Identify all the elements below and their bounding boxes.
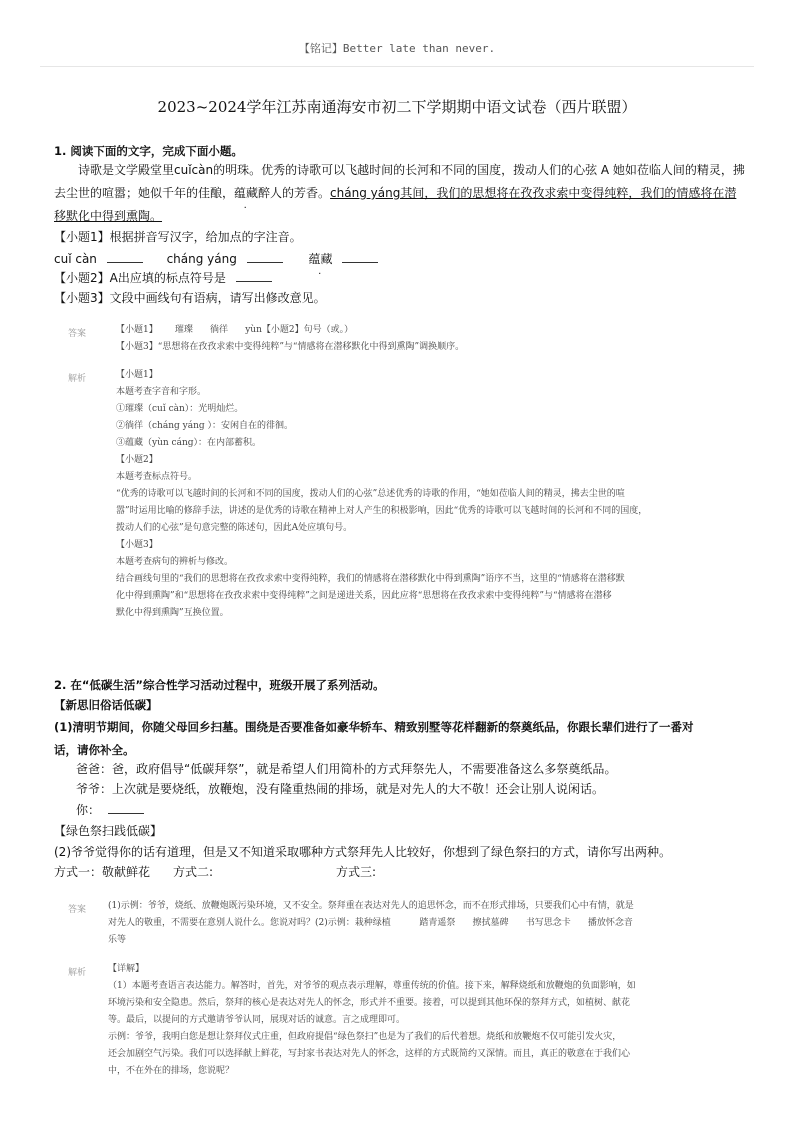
- answer-label: 答案: [68, 905, 87, 915]
- pinyin-2: cháng yáng: [166, 252, 237, 266]
- page-header: 【铭记】Better late than never.: [298, 42, 496, 55]
- q2-sub1: [54, 716, 754, 762]
- dotted-word: 蕴藏: [308, 252, 333, 266]
- analysis-line: 还会加剧空气污染。我们可以选择献上鲜花，写封家书表达对先人的怀念，这样的方式既简约又深情。而且，真正的敬意在于我们心: [108, 1049, 631, 1059]
- answer-line: 乐等: [108, 935, 127, 945]
- q1-para-line3: 移默化中得到熏陶。: [54, 209, 163, 223]
- answer-line: (1)示例：爷爷，烧纸、放鞭炮既污染环境，又不安全。祭拜重在表达对先人的追思怀念，而不在形式排场，只要我们心中有情，就是: [108, 901, 634, 911]
- analysis-line: （1）本题考查语言表达能力。解答时，首先，对爷爷的观点表示理解，尊重传统的价值。接下来，解释烧纸和放鞭炮的负面影响，如: [108, 981, 636, 991]
- q1-underlined-sentence: cháng yáng其间，我们的思想将在孜孜求索中变得纯粹，我们的情感将在潜: [330, 186, 737, 200]
- you-label: 你：: [76, 803, 101, 817]
- analysis-label: 解析: [68, 374, 87, 384]
- answer-blank[interactable]: [236, 270, 272, 282]
- analysis-label: 解析: [68, 968, 87, 978]
- analysis-line: 化中得到熏陶”和“思想将在孜孜求索中变得纯粹”之间是递进关系，因此应将“思想将在孜孜求索中变得纯粹”与“情感将在潜移: [116, 591, 612, 601]
- analysis-line: 【详解】: [108, 964, 145, 974]
- analysis-line: 默化中得到熏陶”互换位置。: [116, 608, 229, 618]
- q1-analysis: [116, 367, 746, 622]
- analysis-line: 【小题2】: [116, 455, 158, 465]
- answer-blank[interactable]: [108, 802, 144, 814]
- q1-dotted-word: 蕴藏: [234, 186, 259, 200]
- analysis-line: 环境污染和安全隐患。然后，祭拜的核心是表达对先人的怀念，形式并不重要。接着，可以提到其他环保的祭拜方式，如植树、献花: [108, 998, 631, 1008]
- q1-para-line2: [54, 182, 754, 205]
- answer-line: 【小题3】“思想将在孜孜求索中变得纯粹”与“情感将在潜移默化中得到熏陶”调换顺序。: [116, 342, 465, 352]
- answer-label: 答案: [68, 329, 87, 339]
- grandpa-line: 爷爷：上次就是要烧纸，放鞭炮，没有隆重热闹的排场，就是对先人的大不敬！还会让别人说闲话。: [76, 782, 605, 796]
- answer-blank[interactable]: [247, 251, 283, 263]
- analysis-line: 结合画线句里的“我们的思想将在孜孜求索中变得纯粹，我们的情感将在潜移默化中得到熏陶”语序不当，这里的“情感将在潜移默: [116, 574, 625, 584]
- analysis-line: 拨动人们的心弦”是句意完整的陈述句，因此A处应填句号。: [116, 523, 353, 533]
- q2-sub1-line: 话，请你补全。: [54, 743, 135, 757]
- q1-sub3: 【小题3】文段中画线句有语病，请写出修改意见。: [54, 291, 326, 305]
- q2-section1: 【新思旧俗话低碳】: [54, 698, 158, 712]
- analysis-line: ③蕴藏（yùn cáng）：在内部蓄积。: [116, 438, 262, 448]
- q2-sub1-line: (1)清明节期间，你随父母回乡扫墓。围绕是否要准备如豪华轿车、精致别墅等花样翻新的祭奠纸品，你跟长辈们进行了一番对: [54, 720, 694, 734]
- header-divider: [40, 66, 754, 67]
- dad-line: 爸爸：爸，政府倡导“低碳拜祭”，就是希望人们用简朴的方式拜祭先人，不需要准备这么多祭奠纸品。: [76, 762, 617, 776]
- way-2: 方式二:: [173, 865, 214, 879]
- pinyin-1: cuǐ càn: [54, 252, 97, 266]
- answer-blank[interactable]: [342, 251, 378, 263]
- q2-answer: [108, 898, 748, 949]
- q2-analysis: [108, 961, 748, 1080]
- q1-para-line1: 诗歌是文学殿堂里cuǐcàn的明珠。优秀的诗歌可以飞越时间的长河和不同的国度，拨动人们的心弦 A 她如莅临人间的精灵，拂: [78, 163, 745, 177]
- q2-stem: 2. 在“低碳生活”综合性学习活动过程中，班级开展了系列活动。: [54, 678, 385, 692]
- q1-stem: 1. 阅读下面的文字，完成下面小题。: [54, 144, 243, 158]
- analysis-line: 【小题3】: [116, 540, 158, 550]
- analysis-line: 本题考查标点符号。: [116, 472, 198, 482]
- analysis-line: 本题考查病句的辨析与修改。: [116, 557, 234, 567]
- answer-blank[interactable]: [107, 251, 143, 263]
- analysis-line: 嚣”时运用比喻的修辞手法，讲述的是优秀的诗歌在精神上对人产生的积极影响，因此“优秀的诗歌可以飞越时间的长河和不同的国度，: [116, 506, 648, 516]
- answer-line: 对先人的敬重，不需要在意别人说什么。您说对吗？(2)示例：栽种绿植 踏青遥祭 擦拭墓碑 书写思念卡 播放怀念音: [108, 918, 633, 928]
- q1-answer: [116, 322, 464, 356]
- page-title: 2023~2024学年江苏南通海安市初二下学期期中语文试卷（西片联盟）: [157, 98, 637, 116]
- analysis-line: 等。最后，以提问的方式邀请爷爷认同，展现对话的诚意。言之成理即可。: [108, 1015, 406, 1025]
- analysis-line: 【小题1】: [116, 370, 158, 380]
- way-3: 方式三:: [336, 865, 377, 879]
- q1-passage: [54, 159, 754, 228]
- analysis-line: ②徜徉（cháng yáng ）：安闲自在的徘徊。: [116, 421, 293, 431]
- q2-section2: 【绿色祭扫践低碳】: [54, 824, 163, 838]
- you-line: [76, 799, 144, 822]
- q1-sub1: 【小题1】根据拼音写汉字，给加点的字注音。: [54, 230, 302, 244]
- way-1: 方式一：敬献鲜花: [54, 865, 151, 879]
- q2-sub2: (2)爷爷觉得你的话有道理，但是又不知道采取哪种方式祭拜先人比较好，你想到了绿色祭扫的方式，请你写出两种。: [54, 845, 672, 859]
- q1-para2-text: 去尘世的喧嚣；她似千年的佳酿，: [54, 186, 235, 200]
- answer-line: 【小题1】 璀璨 徜徉 yùn【小题2】句号（或。）: [116, 325, 354, 335]
- q1-sub2-text: 【小题2】A出应填的标点符号是: [54, 271, 226, 285]
- analysis-line: 示例：爷爷，我明白您是想让祭拜仪式庄重，但政府提倡“绿色祭扫”也是为了我们的后代着想。烧纸和放鞭炮不仅可能引发火灾，: [108, 1032, 622, 1042]
- analysis-line: 本题考查字音和字形。: [116, 387, 207, 397]
- analysis-line: ①璀璨（cuǐ càn）：光明灿烂。: [116, 404, 244, 414]
- q1-para2-text-b: 醉人的芳香。: [258, 186, 331, 200]
- analysis-line: “优秀的诗歌可以飞越时间的长河和不同的国度，拨动人们的心弦”总述优秀的诗歌的作用，“她如莅临人间的精灵，拂去尘世的喧: [116, 489, 625, 499]
- analysis-line: 中，不在外在的排场，您说呢？: [108, 1066, 235, 1076]
